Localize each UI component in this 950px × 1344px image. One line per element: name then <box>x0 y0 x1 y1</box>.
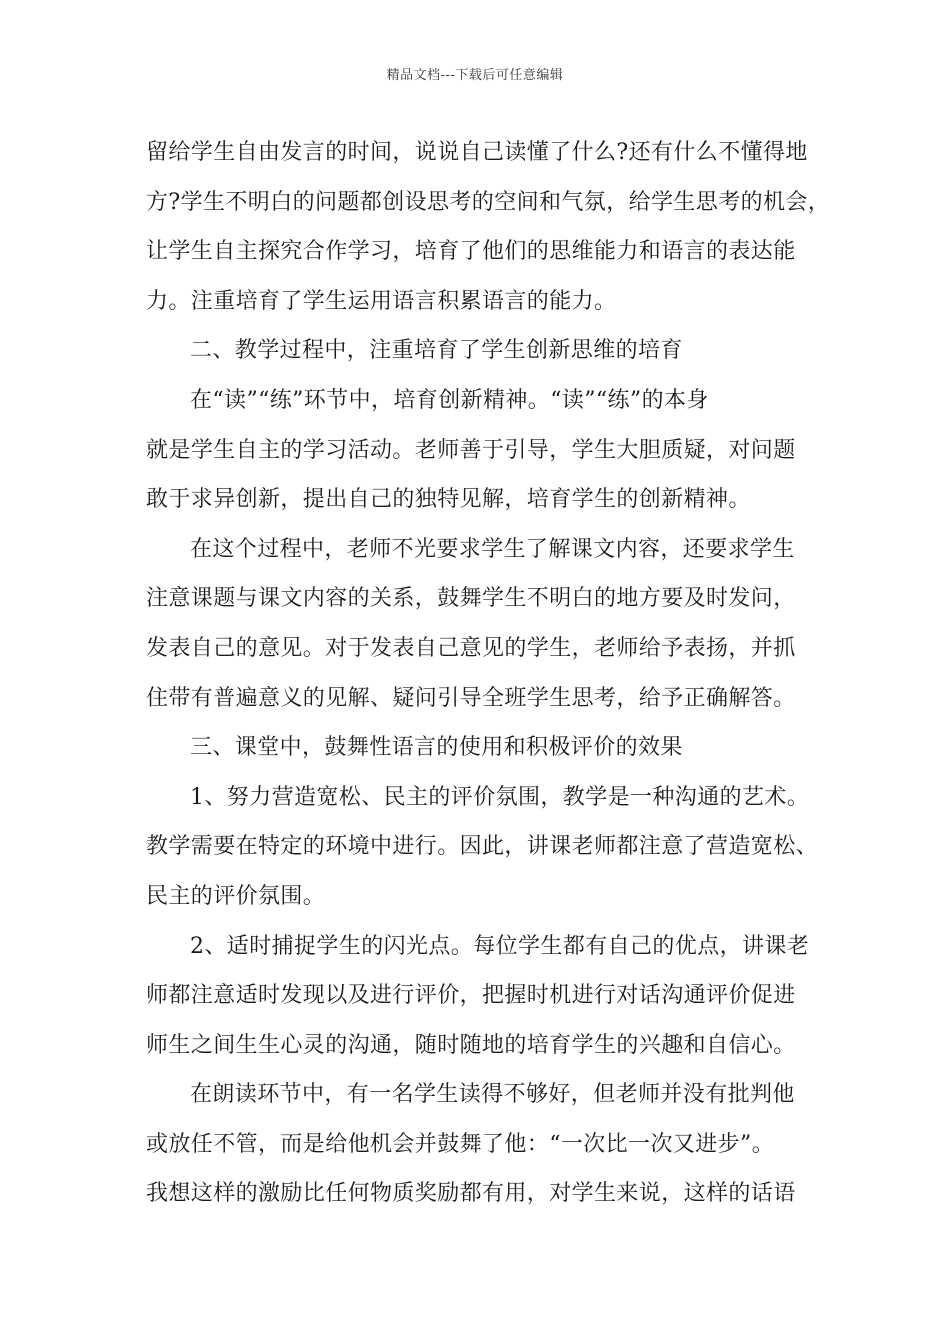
text-line: 1、努力营造宽松、民主的评价氛围，教学是一种沟通的艺术。 <box>190 784 810 810</box>
text-line: 在这个过程中，老师不光要求学生了解课文内容，还要求学生 <box>190 536 795 562</box>
text-line: 民主的评价氛围。 <box>146 883 326 909</box>
text-line: 教学需要在特定的环境中进行。因此，讲课老师都注意了营造宽松、 <box>146 834 819 860</box>
page-header: 精品文档---下载后可任意编辑 <box>386 68 564 83</box>
text-line: 住带有普遍意义的见解、疑问引导全班学生思考，给予正确解答。 <box>146 685 796 711</box>
text-line: 注意课题与课文内容的关系，鼓舞学生不明白的地方要及时发问， <box>146 586 796 612</box>
text-line: 2、适时捕捉学生的闪光点。每位学生都有自己的优点，讲课老 <box>190 933 810 959</box>
text-line: 在朗读环节中，有一名学生读得不够好，但老师并没有批判他 <box>190 1082 795 1108</box>
text-line: 师都注意适时发现以及进行评价，把握时机进行对话沟通评价促进 <box>146 983 796 1009</box>
text-line: 方?学生不明白的问题都创设思考的空间和气氛，给学生思考的机会， <box>146 189 831 215</box>
text-line: 或放任不管，而是给他机会并鼓舞了他：“一次比一次又进步”。 <box>146 1131 775 1157</box>
text-line: 让学生自主探究合作学习，培育了他们的思维能力和语言的表达能 <box>146 239 796 265</box>
text-line: 就是学生自主的学习活动。老师善于引导，学生大胆质疑，对问题 <box>146 437 796 463</box>
text-line: 留给学生自由发言的时间，说说自己读懂了什么?还有什么不懂得地 <box>146 140 808 165</box>
text-line: 敢于求异创新，提出自己的独特见解，培育学生的创新精神。 <box>146 487 751 513</box>
text-line: 发表自己的意见。对于发表自己意见的学生，老师给予表扬，并抓 <box>146 635 796 661</box>
document-body <box>146 128 831 1219</box>
text-line: 我想这样的激励比任何物质奖励都有用，对学生来说，这样的话语 <box>146 1181 796 1207</box>
text-line: 二、教学过程中，注重培育了学生创新思维的培育 <box>190 338 683 364</box>
text-line: 力。注重培育了学生运用语言积累语言的能力。 <box>146 288 617 314</box>
text-line: 师生之间生生心灵的沟通，随时随地的培育学生的兴趣和自信心。 <box>146 1032 796 1058</box>
text-line: 三、课堂中，鼓舞性语言的使用和积极评价的效果 <box>190 735 683 761</box>
text-line: 在“读”“练”环节中，培育创新精神。“读”“练”的本身 <box>190 387 709 413</box>
